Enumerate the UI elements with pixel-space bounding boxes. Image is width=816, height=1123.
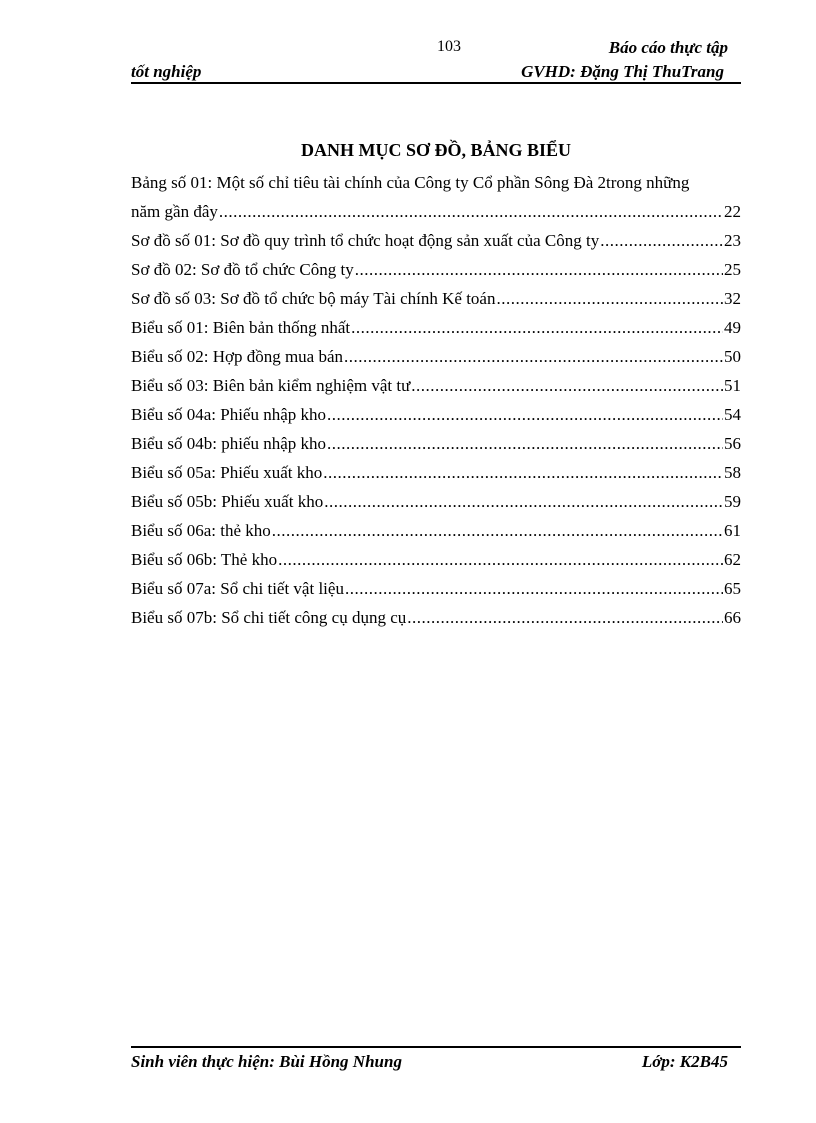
toc-entry-page: 66 <box>724 608 741 627</box>
toc-entry-page: 51 <box>724 376 741 395</box>
toc-entry-label: Biểu số 03: Biên bản kiểm nghiệm vật tư <box>131 376 411 395</box>
toc-entry-label: năm gần đây <box>131 202 218 221</box>
toc-entry[interactable] <box>131 574 741 603</box>
toc-leader-dots <box>345 574 723 603</box>
toc-entry[interactable] <box>131 487 741 516</box>
toc-entry-page: 32 <box>724 289 741 308</box>
header-page-number: 103 <box>437 38 461 55</box>
toc-leader-dots <box>323 458 723 487</box>
toc-entry-page: 54 <box>724 405 741 424</box>
toc-entry-label: Biểu số 07a: Sổ chi tiết vật liệu <box>131 579 344 598</box>
toc-entry-page: 56 <box>724 434 741 453</box>
toc-entry[interactable] <box>131 458 741 487</box>
table-of-contents <box>131 168 741 632</box>
toc-entry[interactable] <box>131 429 741 458</box>
toc-entry[interactable] <box>131 313 741 342</box>
toc-entry-page: 49 <box>724 318 741 337</box>
toc-entry-label: Biểu số 07b: Sổ chi tiết công cụ dụng cụ <box>131 608 407 627</box>
toc-entry-label: Sơ đồ 02: Sơ đồ tổ chức Công ty <box>131 260 354 279</box>
toc-entry-page: 23 <box>724 231 741 250</box>
toc-entry-page: 62 <box>724 550 741 569</box>
toc-entry-label: Biểu số 04a: Phiếu nhập kho <box>131 405 327 424</box>
toc-leader-dots <box>327 400 723 429</box>
toc-entry-label: Sơ đồ số 03: Sơ đồ tổ chức bộ máy Tài chính Kế toán <box>131 289 496 308</box>
toc-entry-label: Sơ đồ số 01: Sơ đồ quy trình tổ chức hoạt động sản xuất của Công ty <box>131 231 600 250</box>
toc-entry[interactable] <box>131 371 741 400</box>
toc-entry-label: Biểu số 05b: Phiếu xuất kho <box>131 492 324 511</box>
header-supervisor: GVHD: Đặng Thị ThuTrang <box>521 62 724 81</box>
toc-entry-page: 25 <box>724 260 741 279</box>
toc-leader-dots <box>496 284 723 313</box>
toc-entry-label: Bảng số 01: Một số chỉ tiêu tài chính của Công ty Cổ phần Sông Đà 2trong những <box>131 173 690 192</box>
toc-leader-dots <box>278 545 723 574</box>
toc-entry-page: 58 <box>724 463 741 482</box>
header-report-subtitle: tốt nghiệp <box>131 62 202 81</box>
toc-entry-page: 65 <box>724 579 741 598</box>
toc-leader-dots <box>327 429 723 458</box>
toc-entry[interactable] <box>131 516 741 545</box>
toc-entry[interactable] <box>131 284 741 313</box>
toc-entry-page: 59 <box>724 492 741 511</box>
toc-entry-page: 50 <box>724 347 741 366</box>
toc-leader-dots <box>600 226 723 255</box>
toc-entry[interactable] <box>131 342 741 371</box>
footer-student: Sinh viên thực hiện: Bùi Hồng Nhung <box>131 1052 402 1071</box>
toc-entry-label: Biểu số 04b: phiếu nhập kho <box>131 434 327 453</box>
header-rule <box>131 82 741 84</box>
toc-entry-page: 61 <box>724 521 741 540</box>
toc-entry[interactable] <box>131 255 741 284</box>
toc-entry[interactable] <box>131 545 741 574</box>
toc-leader-dots <box>272 516 723 545</box>
toc-leader-dots <box>344 342 723 371</box>
footer-class: Lớp: K2B45 <box>641 1052 728 1071</box>
toc-leader-dots <box>407 603 723 632</box>
toc-leader-dots <box>355 255 723 284</box>
toc-leader-dots <box>411 371 723 400</box>
toc-entry-continuation <box>131 197 741 226</box>
toc-entry[interactable] <box>131 168 741 226</box>
toc-entry-page: 22 <box>724 202 741 221</box>
toc-leader-dots <box>351 313 723 342</box>
toc-entry[interactable] <box>131 603 741 632</box>
toc-entry-label: Biểu số 06a: thẻ kho <box>131 521 271 540</box>
toc-leader-dots <box>324 487 723 516</box>
toc-leader-dots <box>219 197 723 226</box>
toc-entry-label: Biểu số 06b: Thẻ kho <box>131 550 278 569</box>
footer-rule <box>131 1046 741 1048</box>
toc-entry-label: Biểu số 01: Biên bản thống nhất <box>131 318 351 337</box>
toc-entry-label: Biểu số 02: Hợp đồng mua bán <box>131 347 344 366</box>
toc-entry-label: Biểu số 05a: Phiếu xuất kho <box>131 463 323 482</box>
page-title: DANH MỤC SƠ ĐỒ, BẢNG BIỂU <box>300 140 572 160</box>
toc-entry[interactable] <box>131 226 741 255</box>
header-report-title: Báo cáo thực tập <box>608 38 728 57</box>
toc-entry[interactable] <box>131 400 741 429</box>
